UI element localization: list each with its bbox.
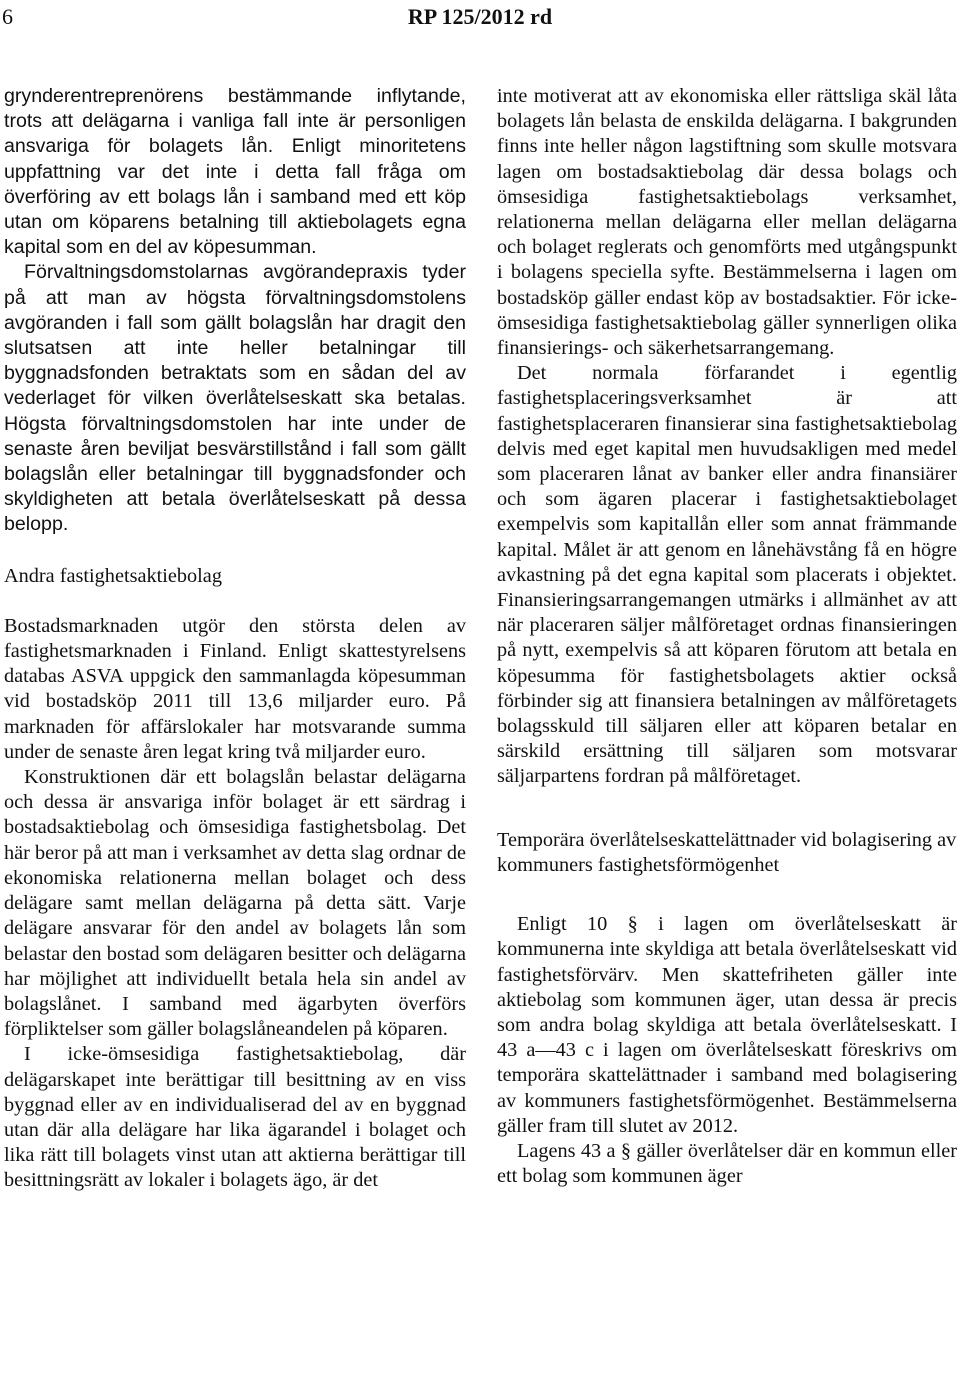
page-header xyxy=(0,4,960,32)
paragraph: Lagens 43 a § gäller överlåtelser där en kommun eller ett bolag som kommunen äger xyxy=(497,1139,957,1188)
paragraph: Konstruktionen där ett bolagslån belastar delägarna och dessa är ansvariga inför bolaget är ett särdrag i bostadsaktiebolag och ömsesidiga fastighetsbolag. Det här beror på att man i verksamhet av detta slag ordnar de ekonomiska relationerna mellan bolaget och dess delägare samt mellan delägarna på detta sätt. Varje delägare ansvarar för den andel av bolagets lån som belastar den bostad som delägaren besitter och delägarna har möjlighet att individuellt betala hela sin andel av bolagslånet. I samband med ägarbyten överförs förpliktelser som gäller bolagslåneandelen på köparen. xyxy=(4,766,466,1041)
paragraph: Det normala förfarandet i egentlig fastighetsplaceringsverksamhet är att fastighetsplaceraren finansierar sina fastighetsaktiebolag delvis med eget kapital men huvudsakligen med medel som placeraren lånat av banker eller andra finansiärer och som ägaren placerar i fastighetsaktiebolaget exempelvis som kapitallån eller som annat främmande kapital. Målet är att genom en lånehävstång få en högre avkastning på det egna kapital som placerats i objektet. Finansieringsarrangemangen utmärks i allmänhet av att när placeraren säljer målföretaget ordnas finansieringen på nytt, exempelvis så att köparen förutom att betala en köpesumma för fastighetsbolagets aktier också förbinder sig att finansiera betalningen av målföretagets bolagsskuld till säljaren eller att köparen betalar en särskild ersättning till säljaren som motsvarar säljarpartens fordran på målföretaget. xyxy=(497,362,957,788)
paragraph: Enligt 10 § i lagen om överlåtelseskatt är kommunerna inte skyldiga att betala överlåtelseskatt vid fastighetsförvärv. Men skattefriheten gäller inte aktiebolag som kommunen äger, utan dessa är precis som andra bolag skyldiga att betala överlåtelseskatt. I 43 a—43 c i lagen om överlåtelseskatt föreskrivs om temporära skattelättnader i samband med bolagisering av kommuners fastighetsförmögenhet. Bestämmelserna gäller fram till slutet av 2012. xyxy=(497,913,957,1137)
paragraph: I icke-ömsesidiga fastighetsaktiebolag, där delägarskapet inte berättigar till besittning av en viss byggnad eller av en individualiserad del av en byggnad utan där alla delägare har lika ägarandel i bolaget och lika rätt till bolagets vinst utan att aktierna berättigar till besittningsrätt av lokaler i bolagets ägo, är det xyxy=(4,1043,466,1192)
paragraph: grynderentreprenörens bestämmande inflytande, trots att delägarna i vanliga fall inte är personligen ansvariga för bolagets lån. Enligt minoritetens uppfattning var det inte i detta fall fråga om överföring av ett bolags lån i samband med ett köp utan om köparens betalning till aktiebolagets egna kapital som en del av köpesumman. xyxy=(4,85,466,259)
document-id: RP 125/2012 rd xyxy=(407,4,553,29)
page-number: 6 xyxy=(2,4,13,29)
right-column xyxy=(497,84,957,1189)
paragraph: Bostadsmarknaden utgör den största delen av fastighetsmarknaden i Finland. Enligt skattestyrelsens databas ASVA uppgick den sammanlagda köpesumman vid bostadsköp 2011 till 13,6 miljarder euro. På marknaden för affärslokaler har motsvarande summa under de senaste åren legat kring två miljarder euro. xyxy=(4,614,466,763)
paragraph: Förvaltningsdomstolarnas avgörandepraxis tyder på att man av högsta förvaltningsdomstolens avgöranden i fall som gällt bolagslån har dragit den slutsatsen att inte heller betalningar till byggnadsfonden betraktats som en sådan del av vederlaget för vilken överlåtelseskatt ska betalas. Högsta förvaltningsdomstolen har inte under de senaste åren beviljat besvärstillstånd i fall som gällt bolagslån eller betalningar till byggnadsfonder och skyldigheten att betala överlåtelseskatt på dessa belopp. xyxy=(4,261,466,536)
section-heading: Andra fastighetsaktiebolag xyxy=(4,564,222,587)
left-column xyxy=(4,84,466,1194)
paragraph: inte motiverat att av ekonomiska eller rättsliga skäl låta bolagets lån belasta de enskilda delägarna. I bakgrunden finns inte heller någon lagstiftning som skulle motsvara lagen om bostadsaktiebolag där dessa bolags och ömsesidiga fastighetsaktiebolags verksamhet, relationerna mellan delägarna eller mellan delägarna och bolaget reglerats och genomförts med utgångspunkt i bolagens speciella syfte. Bestämmelserna i lagen om bostadsköp gäller endast köp av bostadsaktier. För icke-ömsesidiga fastighetsaktiebolag gäller synnerligen olika finansierings- och säkerhetsarrangemang. xyxy=(497,85,957,360)
section-heading: Temporära överlåtelseskattelättnader vid bolagisering av kommuners fastighetsförmögenhet xyxy=(497,828,957,876)
